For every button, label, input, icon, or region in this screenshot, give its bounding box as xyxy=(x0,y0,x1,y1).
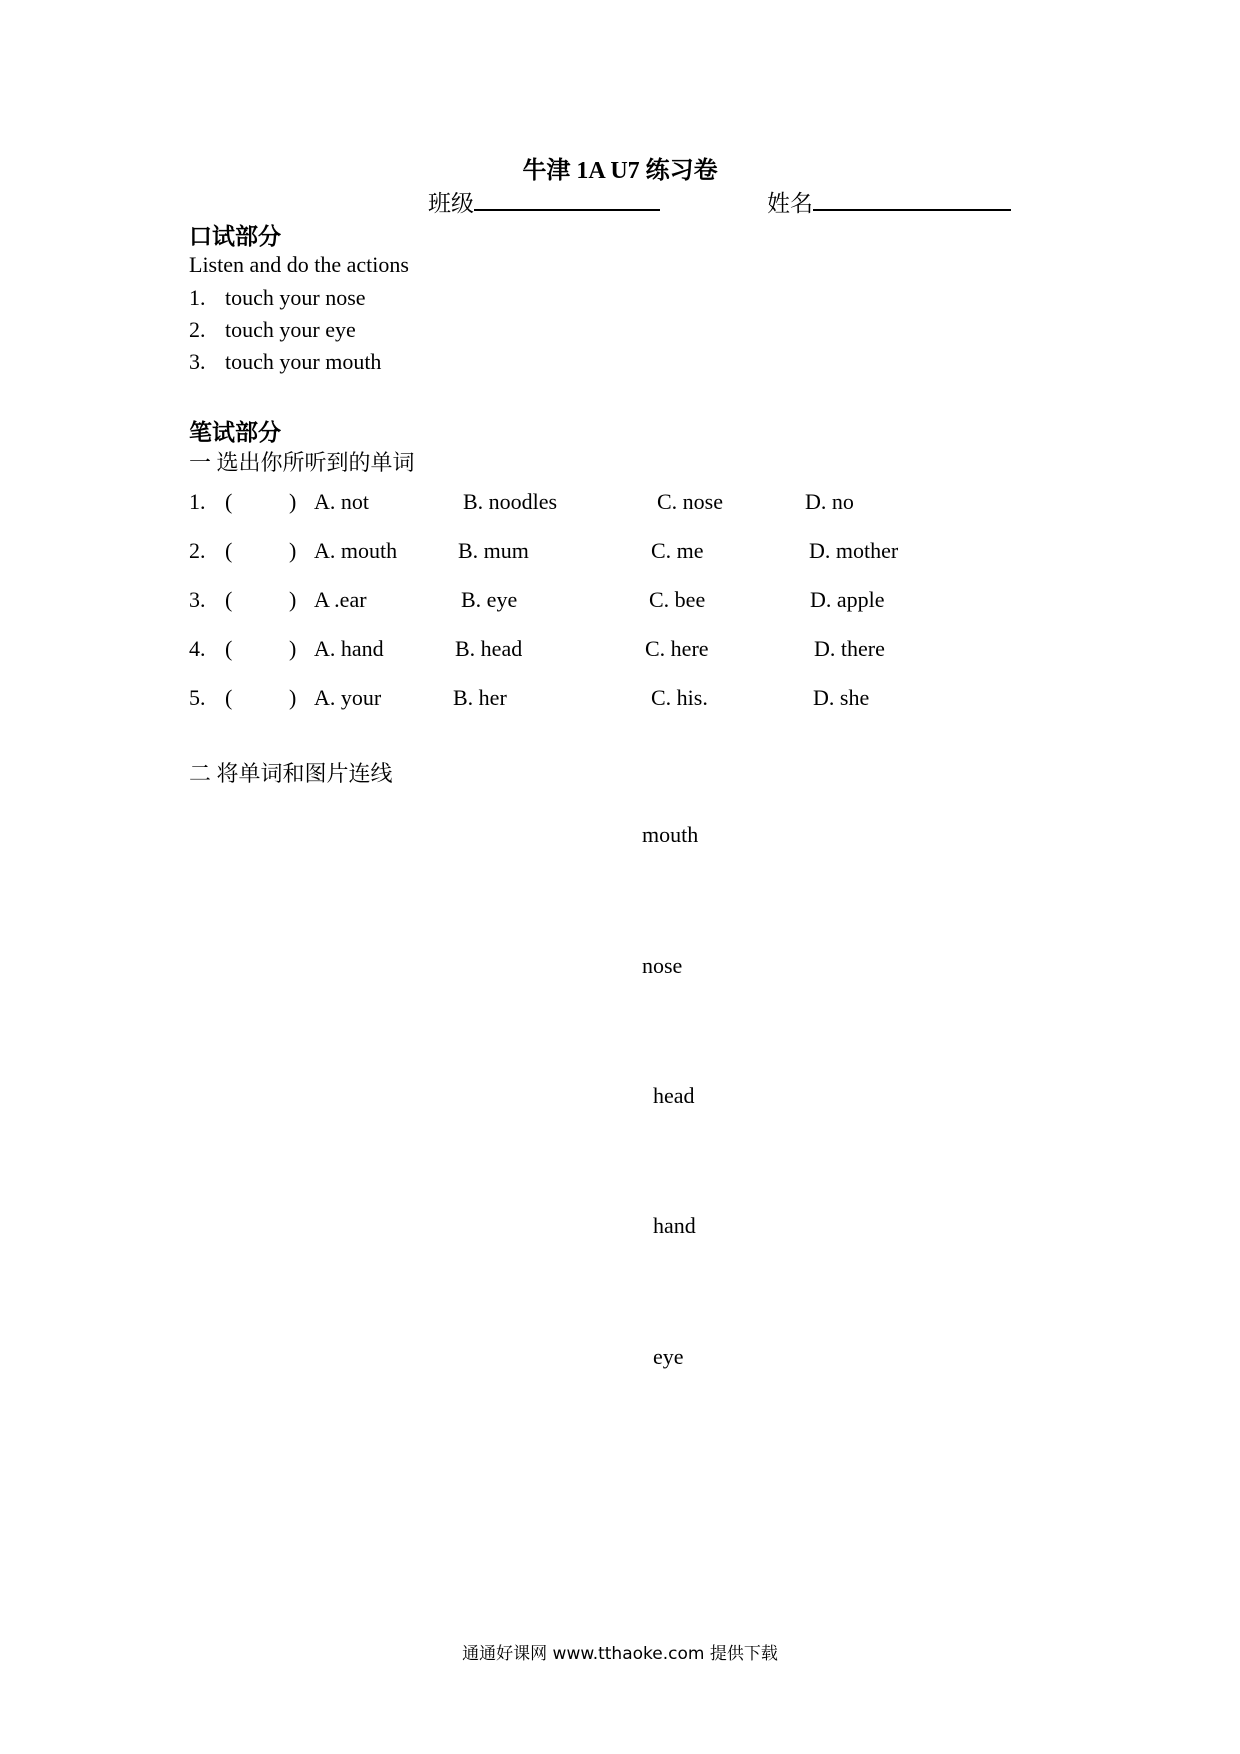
match-word[interactable]: hand xyxy=(653,1213,696,1238)
question-row xyxy=(189,636,1089,666)
question-row xyxy=(189,489,1089,519)
answer-paren-close[interactable]: ) xyxy=(289,636,297,661)
option-a: A .ear xyxy=(314,587,367,612)
option-d: D. there xyxy=(814,636,885,661)
oral-item xyxy=(189,285,366,311)
option-c: C. me xyxy=(651,538,704,563)
option-a: A. your xyxy=(314,685,382,710)
name-blank[interactable] xyxy=(813,185,1011,211)
answer-paren-open[interactable]: ( xyxy=(225,587,233,612)
answer-paren-close[interactable]: ) xyxy=(289,538,297,563)
match-word[interactable]: head xyxy=(653,1083,695,1108)
answer-paren-open[interactable]: ( xyxy=(225,636,233,661)
oral-item xyxy=(189,349,381,375)
option-a: A. not xyxy=(314,489,369,514)
written-heading: 笔试部分 xyxy=(189,420,281,445)
match-word[interactable]: eye xyxy=(653,1344,684,1369)
name-field xyxy=(767,185,1011,218)
match-word[interactable]: nose xyxy=(642,953,683,978)
part1-title: 一 选出你所听到的单词 xyxy=(189,450,415,475)
oral-instruction: Listen and do the actions xyxy=(189,252,409,277)
name-label: 姓名 xyxy=(767,191,813,216)
oral-item-num: 2. xyxy=(189,317,206,342)
answer-paren-open[interactable]: ( xyxy=(225,685,233,710)
answer-paren-close[interactable]: ) xyxy=(289,489,297,514)
page-title: 牛津 1A U7 练习卷 xyxy=(522,158,718,184)
question-num: 3. xyxy=(189,587,206,612)
answer-paren-close[interactable]: ) xyxy=(289,587,297,612)
option-d: D. apple xyxy=(810,587,885,612)
oral-item-text: touch your nose xyxy=(225,285,366,310)
option-c: C. bee xyxy=(649,587,706,612)
option-b: B. mum xyxy=(458,538,529,563)
option-d: D. no xyxy=(805,489,854,514)
question-num: 1. xyxy=(189,489,206,514)
match-word[interactable]: mouth xyxy=(642,822,699,847)
option-c: C. nose xyxy=(657,489,723,514)
oral-item-text: touch your eye xyxy=(225,317,356,342)
option-a: A. mouth xyxy=(314,538,398,563)
question-num: 5. xyxy=(189,685,206,710)
option-c: C. here xyxy=(645,636,709,661)
question-row xyxy=(189,587,1089,617)
option-c: C. his. xyxy=(651,685,708,710)
option-d: D. mother xyxy=(809,538,899,563)
oral-item-num: 1. xyxy=(189,285,206,310)
question-row xyxy=(189,685,1089,715)
answer-paren-open[interactable]: ( xyxy=(225,489,233,514)
option-a: A. hand xyxy=(314,636,384,661)
question-num: 2. xyxy=(189,538,206,563)
option-b: B. noodles xyxy=(463,489,558,514)
question-row xyxy=(189,538,1089,568)
oral-item xyxy=(189,317,356,343)
class-blank[interactable] xyxy=(474,185,660,211)
oral-item-num: 3. xyxy=(189,349,206,374)
option-b: B. head xyxy=(455,636,523,661)
answer-paren-close[interactable]: ) xyxy=(289,685,297,710)
oral-heading: 口试部分 xyxy=(189,224,281,249)
option-b: B. her xyxy=(453,685,507,710)
class-field xyxy=(428,185,660,218)
answer-paren-open[interactable]: ( xyxy=(225,538,233,563)
option-d: D. she xyxy=(813,685,870,710)
question-num: 4. xyxy=(189,636,206,661)
part2-title: 二 将单词和图片连线 xyxy=(189,761,393,786)
page-footer: 通通好课网 www.tthaoke.com 提供下载 xyxy=(462,1644,778,1664)
option-b: B. eye xyxy=(461,587,518,612)
class-label: 班级 xyxy=(428,191,474,216)
oral-item-text: touch your mouth xyxy=(225,349,382,374)
